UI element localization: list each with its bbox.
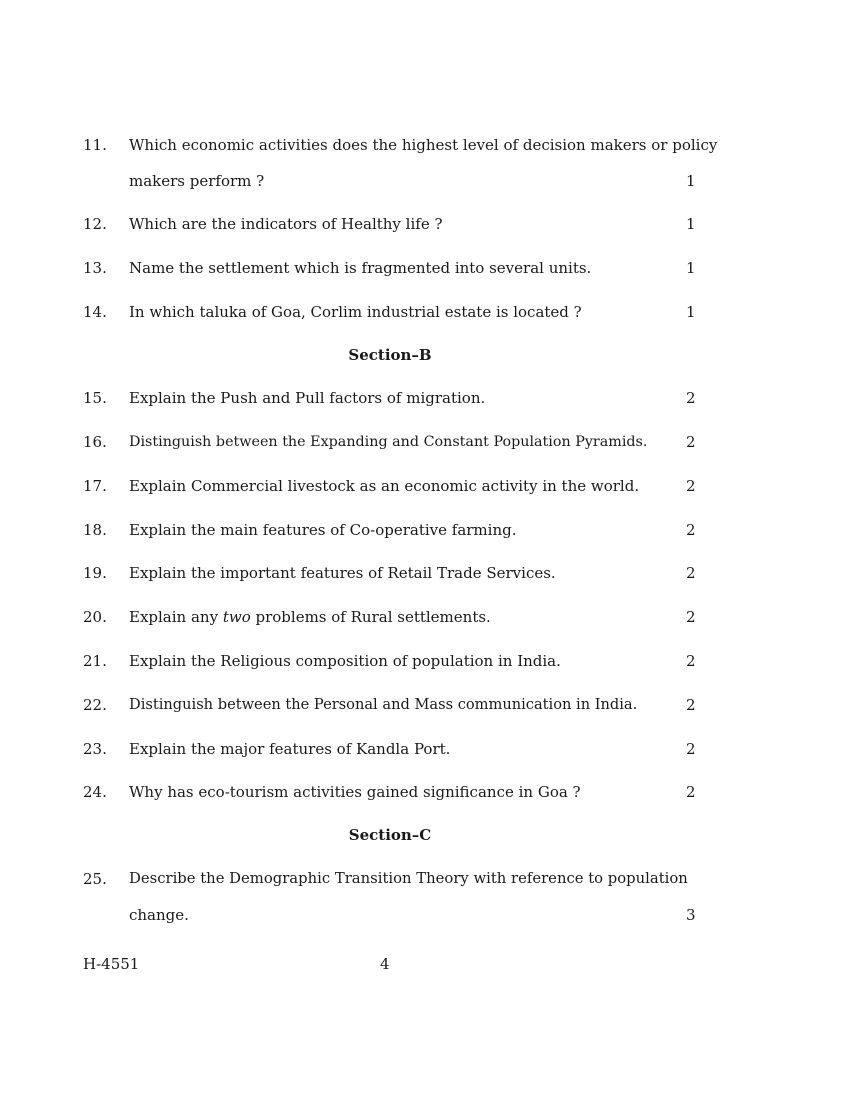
question-text <box>129 608 659 626</box>
question-text-end: problems of Rural settlements. <box>250 608 491 626</box>
question-text-continued: change. <box>129 906 189 924</box>
question-number: 24. <box>83 783 107 801</box>
question-number: 23. <box>83 740 107 758</box>
question-number: 13. <box>83 259 107 277</box>
question-text: Explain Commercial livestock as an economic activity in the world. <box>129 477 640 495</box>
question-text: Distinguish between the Expanding and Constant Population Pyramids. <box>129 434 648 450</box>
question-text: Explain the Religious composition of population in India. <box>129 652 561 670</box>
question-marks: 2 <box>686 652 696 670</box>
question-number: 14. <box>83 303 107 321</box>
question-text-emphasis: two <box>222 608 251 626</box>
question-text: Name the settlement which is fragmented into several units. <box>129 259 592 277</box>
question-text-continued: makers perform ? <box>129 172 265 190</box>
question-number: 12. <box>83 215 107 233</box>
question-number: 18. <box>83 521 107 539</box>
section-c-heading: Section–C <box>348 826 432 844</box>
question-number: 22. <box>83 696 107 714</box>
question-marks: 2 <box>686 696 696 714</box>
question-marks: 2 <box>686 608 696 626</box>
section-b-heading: Section–B <box>348 346 432 364</box>
question-text: In which taluka of Goa, Corlim industrial estate is located ? <box>129 303 582 321</box>
question-marks: 2 <box>686 477 696 495</box>
question-text: Which economic activities does the highest level of decision makers or policy <box>129 136 718 154</box>
question-number: 15. <box>83 389 107 407</box>
question-number: 17. <box>83 477 107 495</box>
question-number: 20. <box>83 608 107 626</box>
question-marks: 1 <box>686 215 696 233</box>
question-marks: 3 <box>686 906 696 924</box>
question-text: Which are the indicators of Healthy life ? <box>129 215 443 233</box>
question-text: Distinguish between the Personal and Mass communication in India. <box>129 696 638 713</box>
question-text: Describe the Demographic Transition Theory with reference to population <box>129 870 688 887</box>
question-marks: 1 <box>686 303 696 321</box>
question-marks: 2 <box>686 740 696 758</box>
question-text: Explain the major features of Kandla Port. <box>129 740 451 758</box>
question-text: Why has eco-tourism activities gained significance in Goa ? <box>129 783 581 801</box>
question-number: 25. <box>83 870 107 888</box>
question-number: 16. <box>83 433 107 451</box>
question-marks: 2 <box>686 389 696 407</box>
question-text: Explain the Push and Pull factors of migration. <box>129 389 486 407</box>
question-marks: 1 <box>686 172 696 190</box>
question-marks: 1 <box>686 259 696 277</box>
question-text: Explain the important features of Retail Trade Services. <box>129 564 556 582</box>
page-number: 4 <box>380 955 390 973</box>
question-text-start: Explain any <box>129 608 223 626</box>
question-number: 19. <box>83 564 107 582</box>
question-text: Explain the main features of Co-operative farming. <box>129 521 517 539</box>
question-number: 11. <box>83 136 107 154</box>
question-marks: 2 <box>686 433 696 451</box>
question-number: 21. <box>83 652 107 670</box>
question-marks: 2 <box>686 521 696 539</box>
question-marks: 2 <box>686 783 696 801</box>
paper-code: H-4551 <box>83 955 140 973</box>
question-marks: 2 <box>686 564 696 582</box>
